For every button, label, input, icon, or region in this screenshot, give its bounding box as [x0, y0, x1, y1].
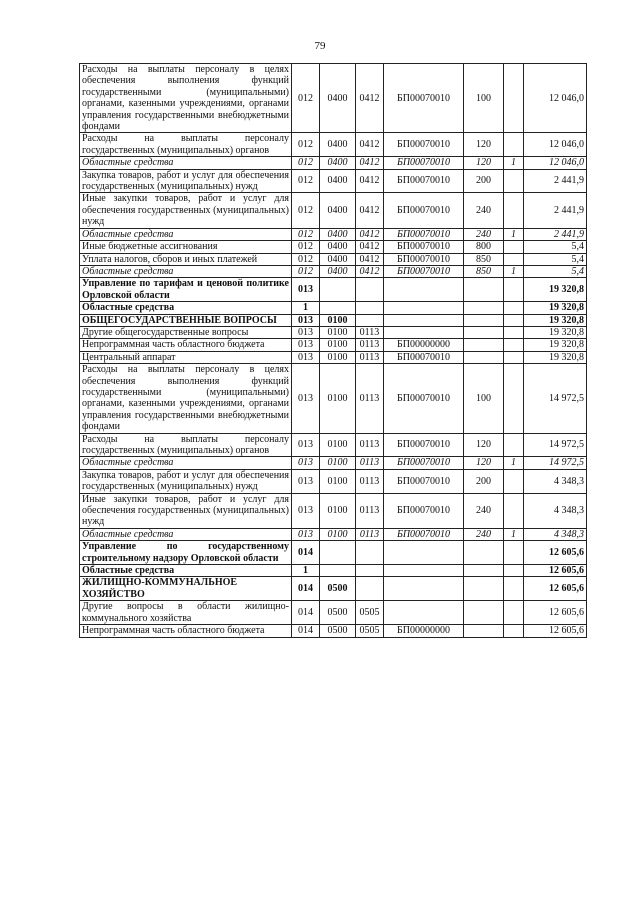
subsection-code-cell: 0412 [356, 169, 384, 193]
grbs-code-cell: 1 [292, 302, 320, 314]
expense-type-cell [464, 326, 504, 338]
expense-name-cell: Непрограммная часть областного бюджета [80, 625, 292, 637]
section-code-cell [320, 302, 356, 314]
expense-type-cell: 100 [464, 364, 504, 433]
funding-source-cell [504, 601, 524, 625]
grbs-code-cell: 012 [292, 241, 320, 253]
table-row [80, 625, 587, 637]
grbs-code-cell: 012 [292, 133, 320, 157]
expense-name-cell: Другие общегосударственные вопросы [80, 326, 292, 338]
funding-source-cell [504, 364, 524, 433]
section-code-cell: 0100 [320, 457, 356, 469]
amount-cell: 5,4 [524, 253, 587, 265]
target-article-cell [384, 541, 464, 565]
table-row [80, 302, 587, 314]
target-article-cell: БП00070010 [384, 457, 464, 469]
funding-source-cell [504, 469, 524, 493]
target-article-cell: БП00070010 [384, 241, 464, 253]
funding-source-cell [504, 193, 524, 228]
target-article-cell [384, 314, 464, 326]
expense-type-cell: 100 [464, 64, 504, 133]
expense-type-cell: 120 [464, 457, 504, 469]
table-row [80, 133, 587, 157]
table-row [80, 157, 587, 169]
target-article-cell: БП00070010 [384, 469, 464, 493]
grbs-code-cell: 013 [292, 326, 320, 338]
table-row [80, 433, 587, 457]
funding-source-cell [504, 314, 524, 326]
grbs-code-cell: 014 [292, 601, 320, 625]
budget-table [79, 63, 587, 638]
subsection-code-cell: 0412 [356, 64, 384, 133]
funding-source-cell [504, 302, 524, 314]
grbs-code-cell: 013 [292, 493, 320, 528]
subsection-code-cell: 0113 [356, 351, 384, 363]
expense-type-cell: 120 [464, 433, 504, 457]
expense-name-cell: Управление по тарифам и ценовой политике Орловской области [80, 278, 292, 302]
expense-type-cell [464, 351, 504, 363]
expense-name-cell: Закупка товаров, работ и услуг для обеспечения государственных (муниципальных) нужд [80, 469, 292, 493]
section-code-cell: 0100 [320, 493, 356, 528]
target-article-cell [384, 278, 464, 302]
table-row [80, 64, 587, 133]
target-article-cell: БП00070010 [384, 528, 464, 540]
expense-type-cell: 850 [464, 265, 504, 277]
section-code-cell: 0500 [320, 625, 356, 637]
expense-name-cell: Непрограммная часть областного бюджета [80, 339, 292, 351]
expense-type-cell: 850 [464, 253, 504, 265]
subsection-code-cell: 0412 [356, 228, 384, 240]
amount-cell: 12 605,6 [524, 601, 587, 625]
section-code-cell [320, 541, 356, 565]
expense-name-cell: Иные закупки товаров, работ и услуг для обеспечения государственных (муниципальных) нужд [80, 493, 292, 528]
table-row [80, 314, 587, 326]
funding-source-cell [504, 625, 524, 637]
target-article-cell: БП00000000 [384, 339, 464, 351]
section-code-cell: 0100 [320, 364, 356, 433]
subsection-code-cell [356, 565, 384, 577]
expense-name-cell: Расходы на выплаты персоналу в целях обеспечения выполнения функций государственными (муниципальными) органами, казенными учреждениями, органами управления государственными внебюджетными фондами [80, 364, 292, 433]
funding-source-cell: 1 [504, 457, 524, 469]
section-code-cell: 0100 [320, 528, 356, 540]
table-row [80, 169, 587, 193]
target-article-cell [384, 302, 464, 314]
section-code-cell: 0500 [320, 601, 356, 625]
grbs-code-cell: 013 [292, 433, 320, 457]
target-article-cell: БП00070010 [384, 351, 464, 363]
funding-source-cell: 1 [504, 228, 524, 240]
grbs-code-cell: 013 [292, 339, 320, 351]
expense-type-cell: 800 [464, 241, 504, 253]
expense-name-cell: Расходы на выплаты персоналу государственных (муниципальных) органов [80, 433, 292, 457]
amount-cell: 19 320,8 [524, 339, 587, 351]
expense-type-cell [464, 278, 504, 302]
expense-type-cell [464, 565, 504, 577]
section-code-cell: 0100 [320, 339, 356, 351]
subsection-code-cell: 0412 [356, 253, 384, 265]
page-number: 79 [314, 40, 326, 52]
target-article-cell [384, 601, 464, 625]
grbs-code-cell: 012 [292, 265, 320, 277]
grbs-code-cell: 012 [292, 253, 320, 265]
expense-type-cell [464, 601, 504, 625]
grbs-code-cell: 014 [292, 625, 320, 637]
subsection-code-cell: 0113 [356, 326, 384, 338]
funding-source-cell [504, 169, 524, 193]
expense-name-cell: Областные средства [80, 565, 292, 577]
expense-name-cell: Областные средства [80, 457, 292, 469]
amount-cell: 19 320,8 [524, 302, 587, 314]
funding-source-cell [504, 433, 524, 457]
amount-cell: 14 972,5 [524, 433, 587, 457]
table-row [80, 364, 587, 433]
grbs-code-cell: 013 [292, 351, 320, 363]
grbs-code-cell: 013 [292, 278, 320, 302]
expense-name-cell: Областные средства [80, 265, 292, 277]
subsection-code-cell [356, 278, 384, 302]
subsection-code-cell: 0113 [356, 364, 384, 433]
amount-cell: 5,4 [524, 241, 587, 253]
funding-source-cell [504, 351, 524, 363]
target-article-cell: БП00070010 [384, 133, 464, 157]
table-row [80, 577, 587, 601]
expense-type-cell: 240 [464, 228, 504, 240]
amount-cell: 12 605,6 [524, 541, 587, 565]
expense-type-cell: 200 [464, 469, 504, 493]
amount-cell: 12 605,6 [524, 565, 587, 577]
target-article-cell [384, 565, 464, 577]
target-article-cell: БП00070010 [384, 364, 464, 433]
subsection-code-cell: 0412 [356, 133, 384, 157]
target-article-cell: БП00070010 [384, 253, 464, 265]
amount-cell: 14 972,5 [524, 364, 587, 433]
expense-type-cell: 240 [464, 493, 504, 528]
expense-name-cell: Иные закупки товаров, работ и услуг для обеспечения государственных (муниципальных) нужд [80, 193, 292, 228]
section-code-cell: 0400 [320, 228, 356, 240]
grbs-code-cell: 1 [292, 565, 320, 577]
table-row [80, 541, 587, 565]
subsection-code-cell [356, 302, 384, 314]
grbs-code-cell: 012 [292, 228, 320, 240]
expense-name-cell: Областные средства [80, 157, 292, 169]
target-article-cell: БП00070010 [384, 265, 464, 277]
section-code-cell: 0100 [320, 351, 356, 363]
amount-cell: 2 441,9 [524, 193, 587, 228]
subsection-code-cell: 0113 [356, 339, 384, 351]
amount-cell: 19 320,8 [524, 278, 587, 302]
expense-name-cell: Расходы на выплаты персоналу в целях обеспечения выполнения функций государственными (муниципальными) органами, казенными учреждениями, органами управления государственными внебюджетными фондами [80, 64, 292, 133]
budget-table-body [80, 64, 587, 638]
section-code-cell: 0400 [320, 241, 356, 253]
amount-cell: 4 348,3 [524, 493, 587, 528]
subsection-code-cell: 0412 [356, 241, 384, 253]
section-code-cell: 0500 [320, 577, 356, 601]
expense-name-cell: Управление по государственному строительному надзору Орловской области [80, 541, 292, 565]
table-row [80, 601, 587, 625]
target-article-cell: БП00000000 [384, 625, 464, 637]
table-row [80, 193, 587, 228]
expense-type-cell [464, 302, 504, 314]
target-article-cell: БП00070010 [384, 493, 464, 528]
subsection-code-cell: 0113 [356, 493, 384, 528]
expense-type-cell: 240 [464, 528, 504, 540]
funding-source-cell [504, 326, 524, 338]
target-article-cell [384, 326, 464, 338]
grbs-code-cell: 013 [292, 457, 320, 469]
subsection-code-cell: 0412 [356, 157, 384, 169]
grbs-code-cell: 012 [292, 193, 320, 228]
section-code-cell: 0100 [320, 469, 356, 493]
grbs-code-cell: 013 [292, 364, 320, 433]
subsection-code-cell: 0505 [356, 625, 384, 637]
expense-name-cell: Расходы на выплаты персоналу государственных (муниципальных) органов [80, 133, 292, 157]
expense-type-cell [464, 577, 504, 601]
grbs-code-cell: 013 [292, 469, 320, 493]
amount-cell: 19 320,8 [524, 351, 587, 363]
table-row [80, 278, 587, 302]
target-article-cell: БП00070010 [384, 228, 464, 240]
expense-name-cell: ЖИЛИЩНО-КОММУНАЛЬНОЕ ХОЗЯЙСТВО [80, 577, 292, 601]
subsection-code-cell: 0412 [356, 265, 384, 277]
grbs-code-cell: 014 [292, 577, 320, 601]
table-row [80, 228, 587, 240]
subsection-code-cell: 0113 [356, 528, 384, 540]
expense-type-cell [464, 314, 504, 326]
section-code-cell: 0400 [320, 133, 356, 157]
expense-type-cell: 200 [464, 169, 504, 193]
grbs-code-cell: 012 [292, 64, 320, 133]
amount-cell: 4 348,3 [524, 469, 587, 493]
grbs-code-cell: 012 [292, 169, 320, 193]
expense-name-cell: Областные средства [80, 228, 292, 240]
section-code-cell: 0400 [320, 265, 356, 277]
expense-type-cell [464, 339, 504, 351]
subsection-code-cell [356, 314, 384, 326]
section-code-cell [320, 565, 356, 577]
target-article-cell: БП00070010 [384, 193, 464, 228]
table-row [80, 565, 587, 577]
expense-type-cell: 240 [464, 193, 504, 228]
table-row [80, 351, 587, 363]
expense-name-cell: Областные средства [80, 302, 292, 314]
expense-type-cell: 120 [464, 133, 504, 157]
amount-cell: 19 320,8 [524, 314, 587, 326]
amount-cell: 2 441,9 [524, 228, 587, 240]
funding-source-cell: 1 [504, 265, 524, 277]
expense-name-cell: Иные бюджетные ассигнования [80, 241, 292, 253]
section-code-cell: 0100 [320, 326, 356, 338]
subsection-code-cell: 0412 [356, 193, 384, 228]
section-code-cell: 0400 [320, 193, 356, 228]
funding-source-cell [504, 278, 524, 302]
amount-cell: 19 320,8 [524, 326, 587, 338]
table-row [80, 493, 587, 528]
subsection-code-cell [356, 541, 384, 565]
table-row [80, 469, 587, 493]
expense-type-cell [464, 541, 504, 565]
grbs-code-cell: 013 [292, 528, 320, 540]
grbs-code-cell: 013 [292, 314, 320, 326]
expense-name-cell: Другие вопросы в области жилищно-коммунального хозяйства [80, 601, 292, 625]
target-article-cell [384, 577, 464, 601]
amount-cell: 5,4 [524, 265, 587, 277]
grbs-code-cell: 012 [292, 157, 320, 169]
table-row [80, 241, 587, 253]
grbs-code-cell: 014 [292, 541, 320, 565]
funding-source-cell [504, 241, 524, 253]
section-code-cell: 0400 [320, 64, 356, 133]
table-row [80, 339, 587, 351]
amount-cell: 12 046,0 [524, 157, 587, 169]
subsection-code-cell: 0113 [356, 433, 384, 457]
funding-source-cell [504, 493, 524, 528]
target-article-cell: БП00070010 [384, 169, 464, 193]
amount-cell: 12 046,0 [524, 64, 587, 133]
target-article-cell: БП00070010 [384, 433, 464, 457]
table-row [80, 528, 587, 540]
expense-type-cell: 120 [464, 157, 504, 169]
subsection-code-cell: 0113 [356, 469, 384, 493]
funding-source-cell [504, 339, 524, 351]
target-article-cell: БП00070010 [384, 64, 464, 133]
expense-name-cell: Уплата налогов, сборов и иных платежей [80, 253, 292, 265]
expense-name-cell: Закупка товаров, работ и услуг для обеспечения государственных (муниципальных) нужд [80, 169, 292, 193]
table-row [80, 265, 587, 277]
funding-source-cell: 1 [504, 157, 524, 169]
section-code-cell: 0100 [320, 314, 356, 326]
table-row [80, 253, 587, 265]
section-code-cell: 0400 [320, 169, 356, 193]
section-code-cell [320, 278, 356, 302]
funding-source-cell [504, 541, 524, 565]
funding-source-cell [504, 577, 524, 601]
amount-cell: 2 441,9 [524, 169, 587, 193]
expense-type-cell [464, 625, 504, 637]
funding-source-cell [504, 64, 524, 133]
expense-name-cell: Центральный аппарат [80, 351, 292, 363]
amount-cell: 12 046,0 [524, 133, 587, 157]
amount-cell: 12 605,6 [524, 625, 587, 637]
section-code-cell: 0100 [320, 433, 356, 457]
section-code-cell: 0400 [320, 253, 356, 265]
subsection-code-cell: 0113 [356, 457, 384, 469]
target-article-cell: БП00070010 [384, 157, 464, 169]
expense-name-cell: Областные средства [80, 528, 292, 540]
funding-source-cell [504, 133, 524, 157]
amount-cell: 12 605,6 [524, 577, 587, 601]
funding-source-cell: 1 [504, 528, 524, 540]
subsection-code-cell: 0505 [356, 601, 384, 625]
table-row [80, 457, 587, 469]
table-row [80, 326, 587, 338]
amount-cell: 4 348,3 [524, 528, 587, 540]
subsection-code-cell [356, 577, 384, 601]
expense-name-cell: ОБЩЕГОСУДАРСТВЕННЫЕ ВОПРОСЫ [80, 314, 292, 326]
amount-cell: 14 972,5 [524, 457, 587, 469]
funding-source-cell [504, 565, 524, 577]
funding-source-cell [504, 253, 524, 265]
section-code-cell: 0400 [320, 157, 356, 169]
